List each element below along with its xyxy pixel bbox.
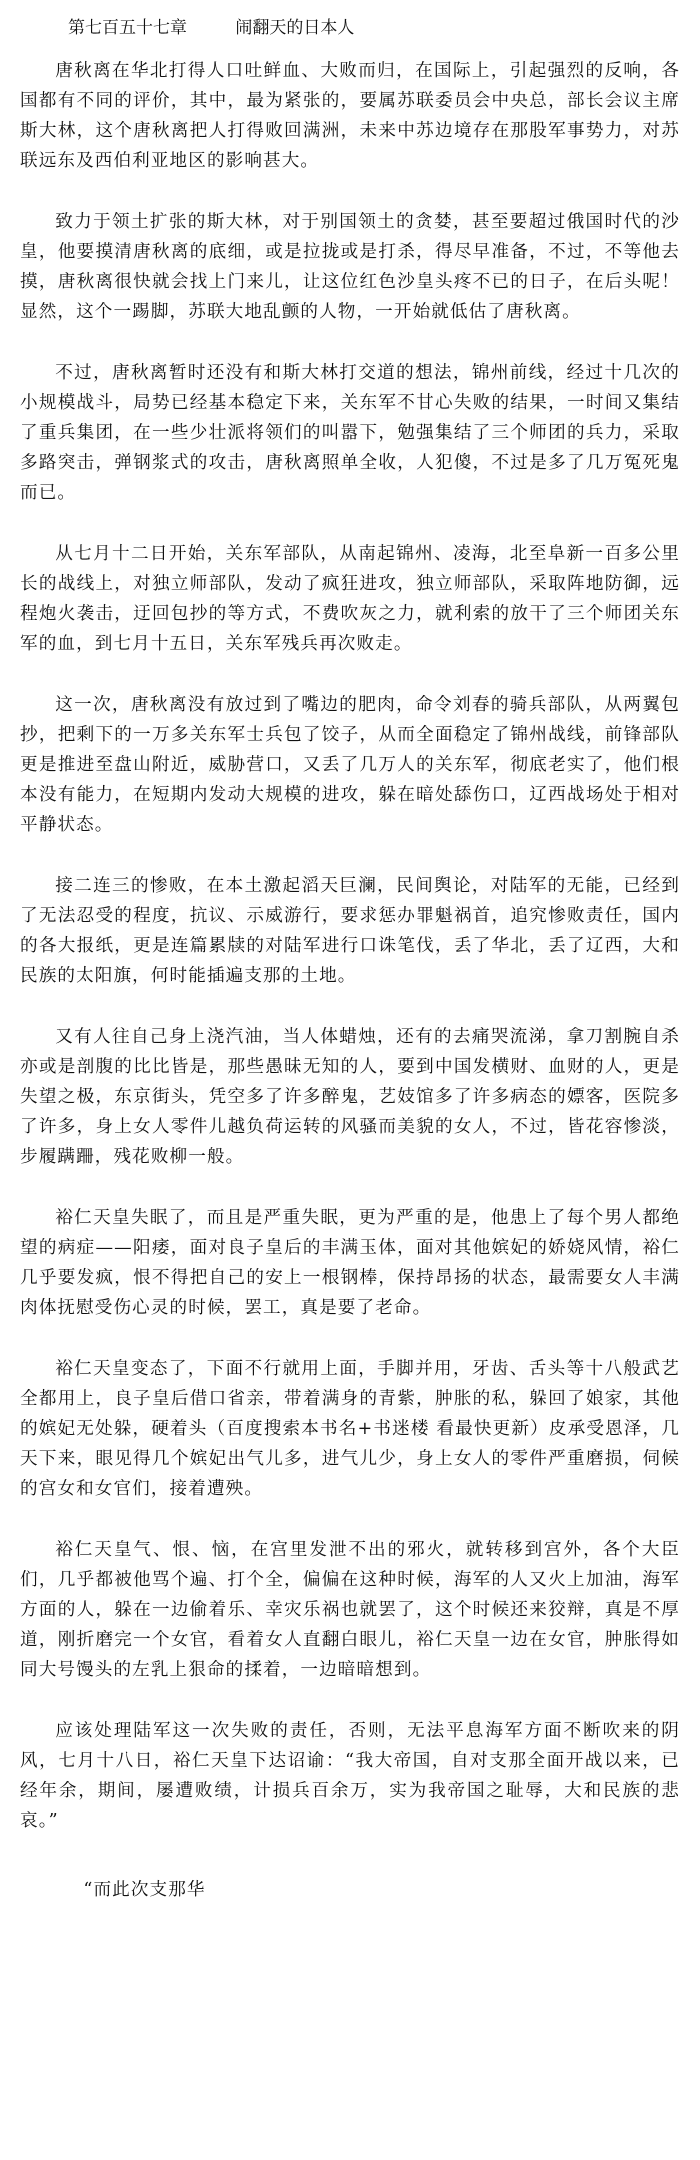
body-paragraph: 裕仁天皇失眠了，而且是严重失眠，更为严重的是，他患上了每个男人都绝望的病症——阳痿，面对良子皇后的丰满玉体，面对其他嫔妃的娇娆风情，裕仁几乎要发疯，恨不得把自己的安上一根钢棒，保持昂扬的状态，最需要女人丰满肉体抚慰受伤心灵的时候，罢工，真是要了老命。 <box>20 1208 680 1318</box>
body-paragraph: 应该处理陆军这一次失败的责任，否则，无法平息海军方面不断吹来的阴风，七月十八日，裕仁天皇下达诏谕：“我大帝国，自对支那全面开战以来，已经年余，期间，屡遭败绩，计损兵百余万，实为我帝国之耻辱，大和民族的悲哀。” <box>20 1721 680 1831</box>
body-paragraph: 接二连三的惨败，在本土激起滔天巨澜，民间舆论，对陆军的无能，已经到了无法忍受的程度，抗议、示威游行，要求惩办罪魁祸首，追究惨败责任，国内的各大报纸，更是连篇累牍的对陆军进行口诛笔伐，丢了华北，丢了辽西，大和民族的太阳旗，何时能插遍支那的土地。 <box>20 876 680 986</box>
body-paragraph: “而此次支那华 <box>83 1880 206 1900</box>
chapter-title: 闹翻天的日本人 <box>235 18 355 38</box>
body-paragraph: 这一次，唐秋离没有放过到了嘴边的肥肉，命令刘春的骑兵部队，从两翼包抄，把剩下的一万多关东军士兵包了饺子，从而全面稳定了锦州战线，前锋部队更是推进至盘山附近，威胁营口，又丢了几万人的关东军，彻底老实了，他们根本没有能力，在短期内发动大规模的进攻，躲在暗处舔伤口，辽西战场处于相对平静状态。 <box>20 695 680 835</box>
body-paragraph: 不过，唐秋离暂时还没有和斯大林打交道的想法，锦州前线，经过十几次的小规模战斗，局势已经基本稳定下来，关东军不甘心失败的结果，一时间又集结了重兵集团，在一些少壮派将领们的叫嚣下，勉强集结了三个师团的兵力，采取多路突击，弹钢浆式的攻击，唐秋离照单全收，人犯傻，不过是多了几万冤死鬼而已。 <box>20 363 680 503</box>
chapter-number: 第七百五十七章 <box>68 18 187 38</box>
body-paragraph: 唐秋离在华北打得人口吐鲜血、大败而归，在国际上，引起强烈的反响，各国都有不同的评价，其中，最为紧张的，要属苏联委员会中央总，部长会议主席斯大林，这个唐秋离把人打得败回满洲，未来中苏边境存在那股军事势力，对苏联远东及西伯利亚地区的影响甚大。 <box>20 61 680 171</box>
body-paragraph: 裕仁天皇变态了，下面不行就用上面，手脚并用，牙齿、舌头等十八般武艺全都用上，良子皇后借口省亲，带着满身的青紫，肿胀的私，躲回了娘家，其他的嫔妃无处躲，硬着头（百度搜索本书名+书迷楼 看最快更新）皮承受恩泽，几天下来，眼见得几个嫔妃出气儿多，进气儿少，身上女人的零件严重磨损，伺候的宫女和女官们，接着遭殃。 <box>20 1359 680 1499</box>
body-paragraph: 从七月十二日开始，关东军部队，从南起锦州、凌海，北至阜新一百多公里长的战线上，对独立师部队，发动了疯狂进攻，独立师部队，采取阵地防御，远程炮火袭击，迂回包抄的等方式，不费吹灰之力，就利索的放干了三个师团关东军的血，到七月十五日，关东军残兵再次败走。 <box>20 544 680 654</box>
chapter-heading <box>68 10 628 46</box>
body-paragraph: 裕仁天皇气、恨、恼，在宫里发泄不出的邪火，就转移到宫外，各个大臣们，几乎都被他骂个遍、打个全，偏偏在这种时候，海军的人又火上加油，海军方面的人，躲在一边偷着乐、幸灾乐祸也就罢了，这个时候还来狡辩，真是不厚道，刚折磨完一个女官，看着女人直翻白眼儿，裕仁天皇一边在女官，肿胀得如同大号馒头的左乳上狠命的揉着，一边暗暗想到。 <box>20 1540 680 1680</box>
body-paragraph: 又有人往自己身上浇汽油，当人体蜡烛，还有的去痛哭流涕，拿刀割腕自杀亦或是剖腹的比比皆是，那些愚昧无知的人，要到中国发横财、血财的人，更是失望之极，东京街头，凭空多了许多醉鬼，艺妓馆多了许多病态的嫖客，医院多了许多，身上女人零件儿越负荷运转的风骚而美貌的女人，不过，皆花容惨淡，步履蹒跚，残花败柳一般。 <box>20 1027 680 1167</box>
chapter-body <box>20 56 680 1905</box>
body-paragraph: 致力于领土扩张的斯大林，对于别国领土的贪婪，甚至要超过俄国时代的沙皇，他要摸清唐秋离的底细，或是拉拢或是打杀，得尽早准备，不过，不等他去摸，唐秋离很快就会找上门来儿，让这位红色沙皇头疼不已的日子，在后头呢！显然，这个一踢脚，苏联大地乱颤的人物，一开始就低估了唐秋离。 <box>20 212 680 322</box>
